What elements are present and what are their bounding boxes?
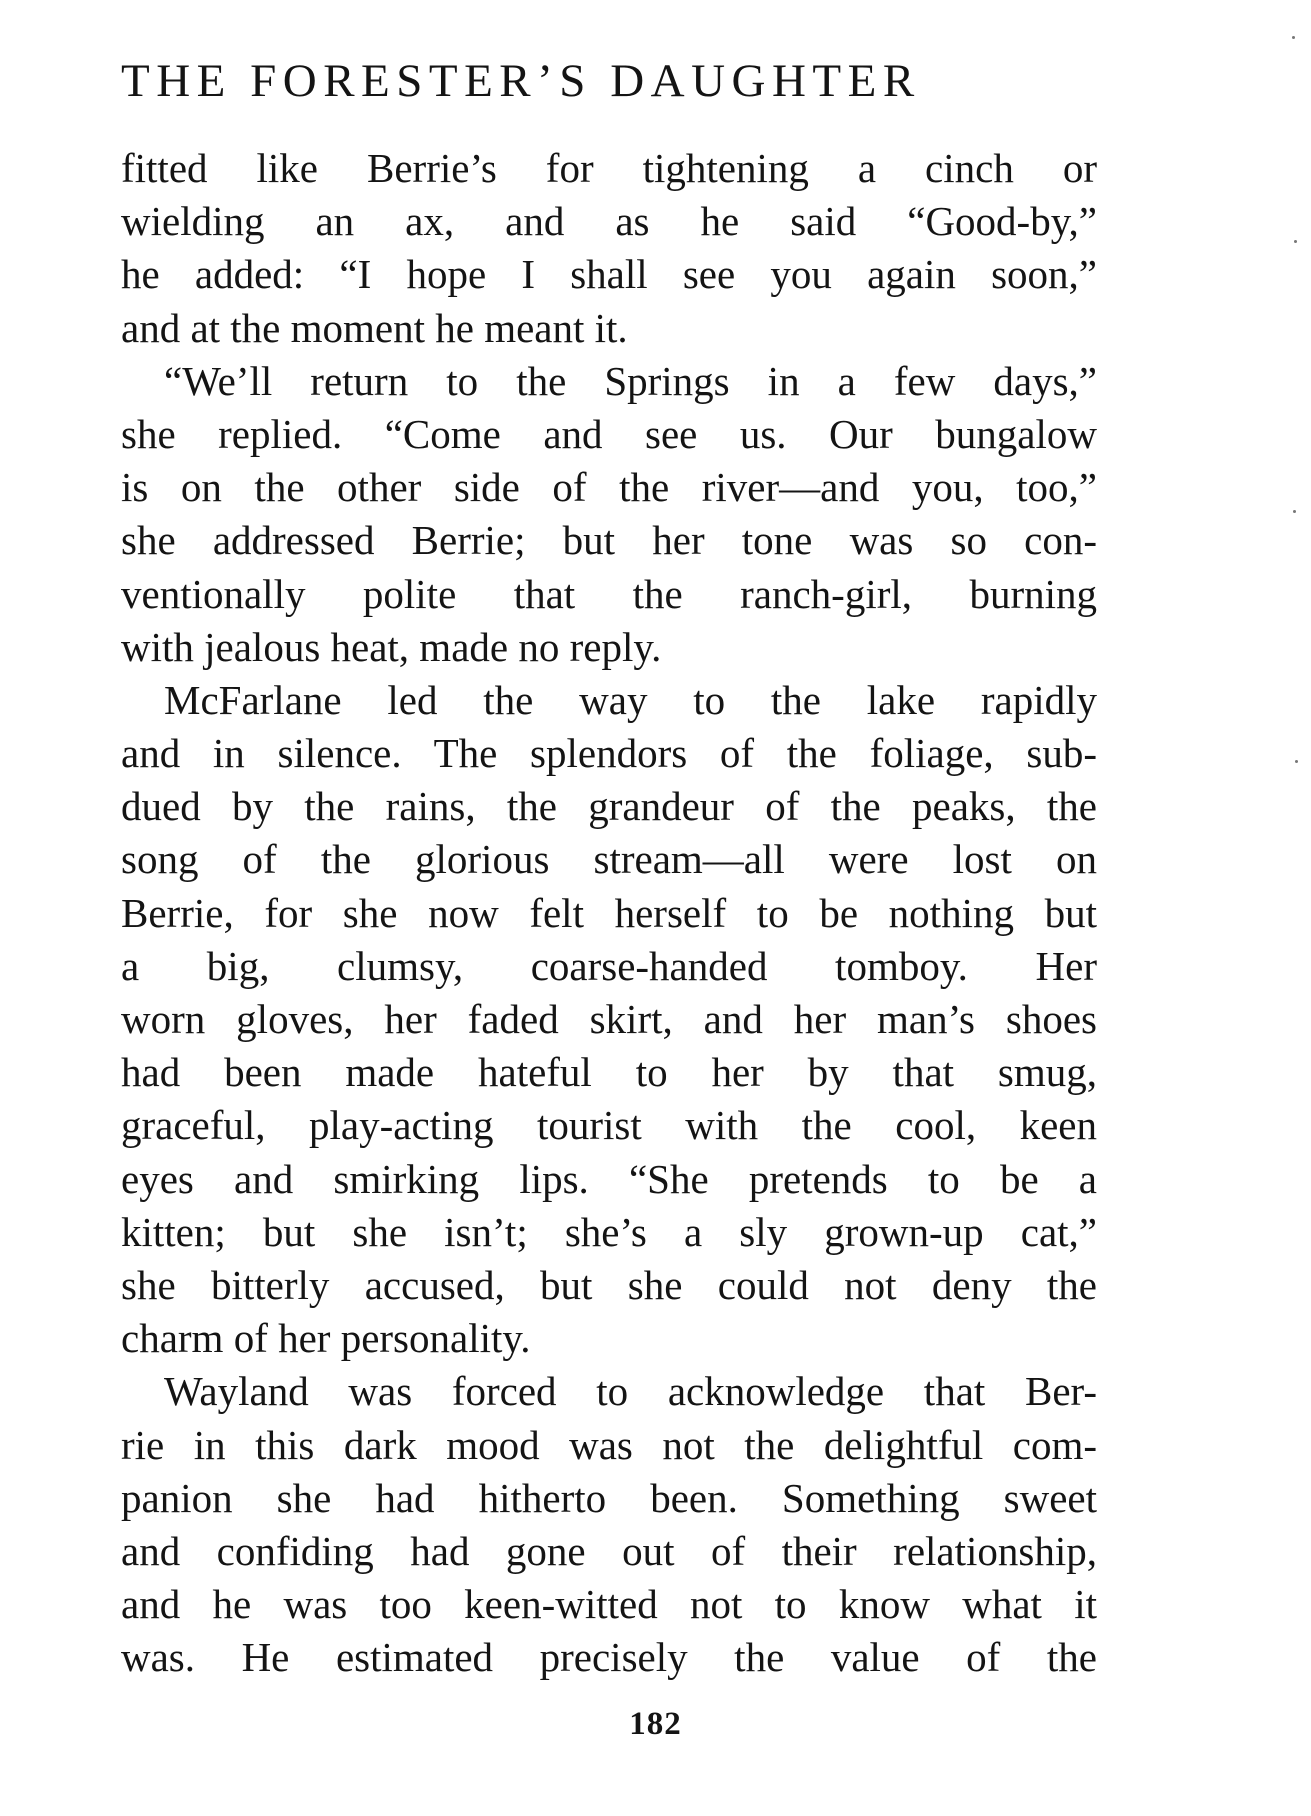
text-line: ventionally polite that the ranch-girl, burning — [121, 570, 1097, 617]
text-line: he added: “I hope I shall see you again soon,” — [121, 251, 1097, 298]
text-line: panion she had hitherto been. Something sweet — [121, 1474, 1097, 1521]
page-number: 182 — [629, 1706, 682, 1742]
text-line: Berrie, for she now felt herself to be nothing but — [121, 889, 1097, 936]
paragraph — [121, 142, 1097, 355]
text-line: song of the glorious stream—all were lost on — [121, 836, 1097, 883]
text-line: graceful, play-acting tourist with the cool, keen — [121, 1102, 1097, 1149]
text-line: and confiding had gone out of their relationship, — [121, 1527, 1097, 1574]
text-line: was. He estimated precisely the value of the — [121, 1634, 1097, 1681]
running-head: THE FORESTER’S DAUGHTER — [121, 55, 921, 107]
text-line: Wayland was forced to acknowledge that Ber- — [164, 1368, 1097, 1415]
paragraph — [121, 355, 1097, 674]
text-line: eyes and smirking lips. “She pretends to be a — [121, 1155, 1097, 1202]
text-line: and he was too keen-witted not to know what it — [121, 1581, 1097, 1628]
text-line: with jealous heat, made no reply. — [121, 623, 662, 670]
text-line: kitten; but she isn’t; she’s a sly grown-up cat,” — [121, 1208, 1097, 1255]
text-line: dued by the rains, the grandeur of the peaks, the — [121, 783, 1097, 830]
text-line: wielding an ax, and as he said “Good-by,” — [121, 198, 1097, 245]
text-line: McFarlane led the way to the lake rapidly — [164, 676, 1097, 723]
text-line: a big, clumsy, coarse-handed tomboy. Her — [121, 942, 1097, 989]
scan-speck — [1293, 510, 1296, 513]
text-line: she addressed Berrie; but her tone was so con- — [121, 517, 1097, 564]
text-line: rie in this dark mood was not the delightful com- — [121, 1421, 1097, 1468]
body-text — [121, 142, 1097, 1684]
text-line: fitted like Berrie’s for tightening a cinch or — [121, 145, 1097, 191]
text-line: “We’ll return to the Springs in a few days,” — [164, 357, 1097, 404]
scan-speck — [1292, 36, 1295, 39]
scan-speck — [1295, 760, 1298, 763]
text-line: worn gloves, her faded skirt, and her man’s shoes — [121, 996, 1097, 1042]
paragraph — [121, 1365, 1097, 1684]
scan-speck — [1294, 240, 1297, 243]
text-line: is on the other side of the river—and you, too,” — [121, 464, 1097, 511]
text-line: had been made hateful to her by that smug, — [121, 1049, 1097, 1096]
text-line: charm of her personality. — [121, 1315, 531, 1362]
paragraph — [121, 674, 1097, 1365]
text-line: she bitterly accused, but she could not deny the — [121, 1261, 1097, 1308]
text-line: and at the moment he meant it. — [121, 304, 628, 351]
text-line: and in silence. The splendors of the foliage, sub- — [121, 730, 1097, 777]
text-line: she replied. “Come and see us. Our bungalow — [121, 410, 1097, 457]
